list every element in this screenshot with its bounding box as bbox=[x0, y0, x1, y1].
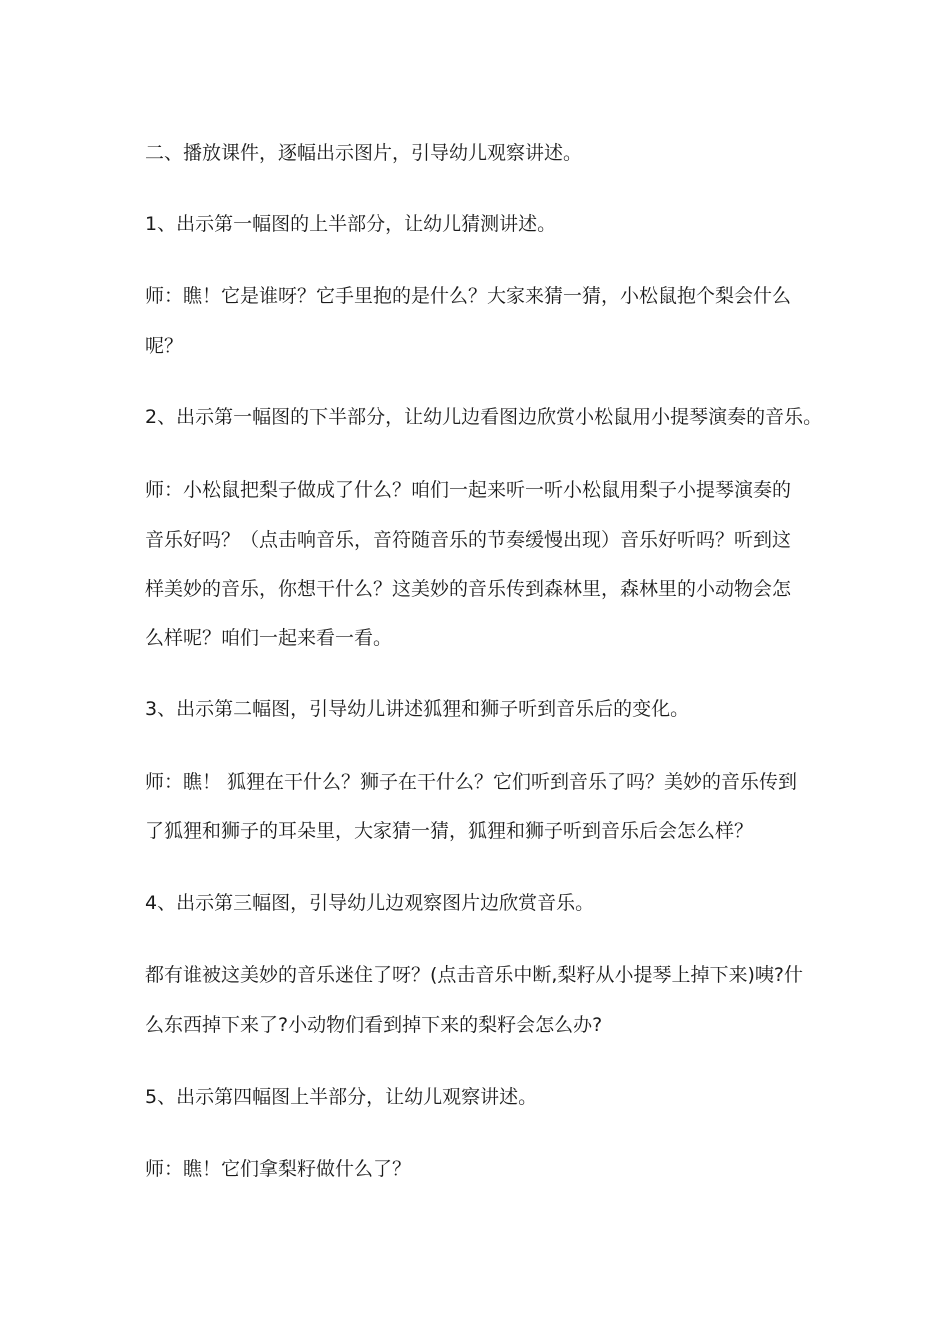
step-2-heading: 2、出示第一幅图的下半部分，让幼儿边看图边欣赏小松鼠用小提琴演奏的音乐。 bbox=[145, 406, 823, 428]
teacher-dialogue-line: 师：瞧！它们拿梨籽做什么了？ bbox=[145, 1158, 412, 1180]
step-5-heading: 5、出示第四幅图上半部分，让幼儿观察讲述。 bbox=[145, 1086, 538, 1108]
step-3-heading: 3、出示第二幅图，引导幼儿讲述狐狸和狮子听到音乐后的变化。 bbox=[145, 698, 690, 720]
teacher-dialogue-line: 么东西掉下来了?小动物们看到掉下来的梨籽会怎么办? bbox=[145, 1014, 603, 1036]
teacher-dialogue-line: 音乐好吗？（点击响音乐，音符随音乐的节奏缓慢出现）音乐好听吗？听到这 bbox=[145, 529, 792, 551]
step-4-heading: 4、出示第三幅图，引导幼儿边观察图片边欣赏音乐。 bbox=[145, 892, 595, 914]
teacher-dialogue-line: 了狐狸和狮子的耳朵里，大家猜一猜，狐狸和狮子听到音乐后会怎么样？ bbox=[145, 820, 754, 842]
teacher-dialogue-line: 都有谁被这美妙的音乐迷住了呀？(点击音乐中断,梨籽从小提琴上掉下来)咦?什 bbox=[145, 964, 803, 986]
step-1-heading: 1、出示第一幅图的上半部分，让幼儿猜测讲述。 bbox=[145, 213, 557, 235]
teacher-dialogue-line: 师：瞧！ 狐狸在干什么？狮子在干什么？它们听到音乐了吗？美妙的音乐传到 bbox=[145, 771, 798, 793]
teacher-dialogue-line: 么样呢？咱们一起来看一看。 bbox=[145, 627, 393, 649]
section-heading: 二、播放课件，逐幅出示图片，引导幼儿观察讲述。 bbox=[145, 142, 583, 164]
teacher-dialogue-line: 样美妙的音乐，你想干什么？这美妙的音乐传到森林里，森林里的小动物会怎 bbox=[145, 578, 792, 600]
teacher-dialogue-line: 呢？ bbox=[145, 335, 184, 357]
teacher-dialogue-line: 师：瞧！它是谁呀？它手里抱的是什么？大家来猜一猜，小松鼠抱个梨会什么 bbox=[145, 285, 792, 307]
teacher-dialogue-line: 师：小松鼠把梨子做成了什么？咱们一起来听一听小松鼠用梨子小提琴演奏的 bbox=[145, 479, 792, 501]
